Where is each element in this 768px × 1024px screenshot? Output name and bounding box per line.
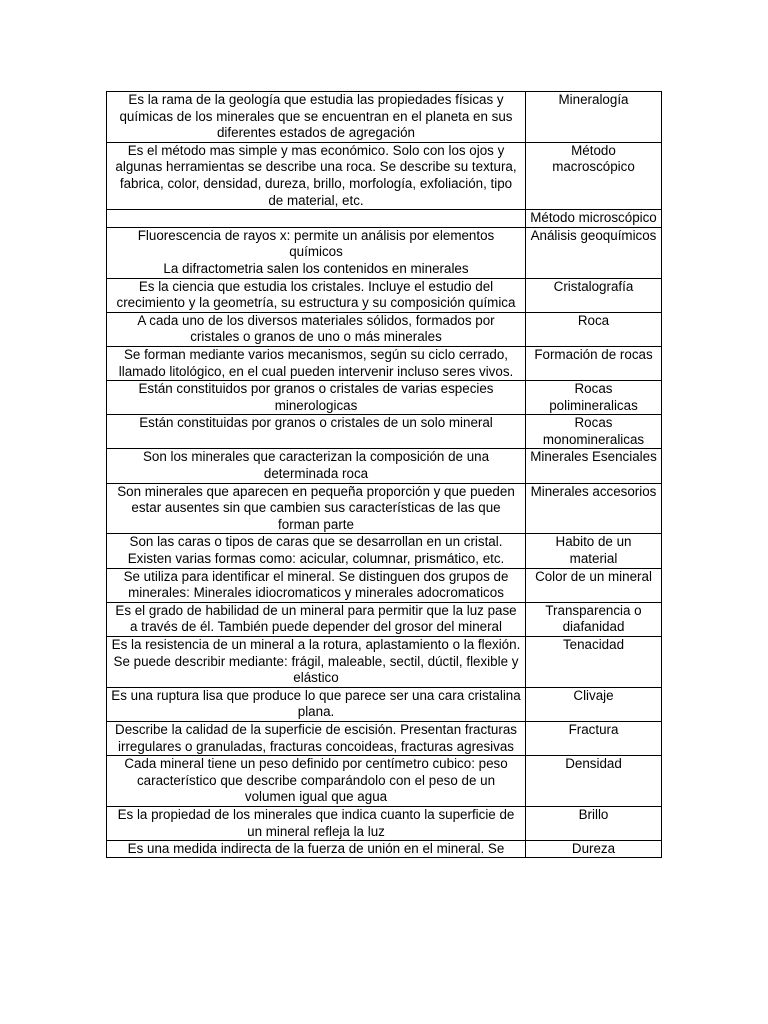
definition-text xyxy=(111,92,521,142)
term-label: Fractura xyxy=(568,721,619,737)
table-row xyxy=(107,687,662,721)
term-label: Clivaje xyxy=(573,687,614,703)
definition-cell xyxy=(107,806,526,840)
definition-line: Fluorescencia de rayos x: permite un análisis por elementos químicos xyxy=(137,227,495,260)
definition-line: Cada mineral tiene un peso definido por centímetro cubico: peso característico que describe comparándolo con el peso de un volumen igual que agua xyxy=(124,756,508,805)
definition-line: Es una medida indirecta de la fuerza de unión en el mineral. Se xyxy=(127,841,505,857)
term-label: Mineralogía xyxy=(558,92,629,107)
table-row xyxy=(107,534,662,568)
table-row xyxy=(107,142,662,209)
definition-line: Es la resistencia de un mineral a la rotura, aplastamiento o la flexión. Se puede describir mediante: frágil, maleable, sectil, dúctil, flexible y elástico xyxy=(111,637,521,686)
definition-text xyxy=(111,381,521,414)
definition-line: Son los minerales que caracterizan la composición de una determinada roca xyxy=(142,449,490,482)
term-cell xyxy=(526,92,662,143)
term-cell xyxy=(526,806,662,840)
term-label: Minerales Esenciales xyxy=(530,449,657,465)
table-row xyxy=(107,381,662,415)
definition-line: Es una ruptura lisa que produce lo que parece ser una cara cristalina plana. xyxy=(111,687,521,720)
table-row xyxy=(107,210,662,228)
term-label: Análisis geoquímicos xyxy=(530,227,657,243)
term-cell xyxy=(526,568,662,602)
definition-cell xyxy=(107,92,526,143)
table-row xyxy=(107,602,662,636)
definition-line: Están constituidos por granos o cristales de varias especies minerologicas xyxy=(138,381,494,413)
term-label: Rocas polimineralicas xyxy=(549,381,638,413)
term-cell xyxy=(526,449,662,483)
term-label: Minerales accesorios xyxy=(530,483,657,499)
definition-line: Es la propiedad de los minerales que indica cuanto la superficie de un mineral refleja la luz xyxy=(117,806,515,839)
term-label: Método macroscópico xyxy=(552,142,635,175)
term-label: Dureza xyxy=(571,841,616,857)
table-row xyxy=(107,806,662,840)
definition-cell xyxy=(107,278,526,312)
definition-text xyxy=(111,210,521,227)
definition-text xyxy=(111,688,521,721)
table-row xyxy=(107,312,662,346)
definition-cell xyxy=(107,381,526,415)
definition-line: Describe la calidad de la superficie de escisión. Presentan fracturas irregulares o granuladas, fracturas concoideas, fracturas agresivas xyxy=(115,721,517,754)
definition-text xyxy=(111,279,521,312)
definition-text xyxy=(111,313,521,346)
table-row xyxy=(107,227,662,278)
term-label: Tenacidad xyxy=(562,637,625,652)
table-row xyxy=(107,278,662,312)
term-label: Formación de rocas xyxy=(534,346,653,362)
definition-cell xyxy=(107,346,526,380)
term-cell xyxy=(526,483,662,534)
term-cell xyxy=(526,756,662,807)
definition-cell xyxy=(107,687,526,721)
definition-cell xyxy=(107,568,526,602)
glossary-table xyxy=(106,91,662,858)
definition-cell xyxy=(107,449,526,483)
table-row xyxy=(107,568,662,602)
definition-cell xyxy=(107,841,526,858)
definition-line: Están constituidas por granos o cristales de un solo mineral xyxy=(139,415,493,431)
definition-cell xyxy=(107,721,526,755)
definition-line: Se forman mediante varios mecanismos, según su ciclo cerrado, llamado litológico, en el cual pueden intervenir incluso seres vivos. xyxy=(118,346,514,379)
definition-cell xyxy=(107,602,526,636)
definition-text xyxy=(111,841,521,857)
definition-line: Es la ciencia que estudia los cristales. Incluye el estudio del crecimiento y la geometría, su estructura y su composición química xyxy=(116,278,516,311)
definition-cell xyxy=(107,312,526,346)
definition-cell xyxy=(107,227,526,278)
definition-cell xyxy=(107,415,526,449)
term-cell xyxy=(526,381,662,415)
term-cell xyxy=(526,841,662,858)
term-label: Densidad xyxy=(565,756,622,772)
definition-text xyxy=(111,415,521,432)
term-cell xyxy=(526,534,662,568)
definition-line: A cada uno de los diversos materiales sólidos, formados por cristales o granos de uno o más minerales xyxy=(137,312,495,345)
term-cell xyxy=(526,721,662,755)
term-label: Rocas monomineralicas xyxy=(542,415,645,447)
term-label: Cristalografía xyxy=(553,278,634,294)
definition-cell xyxy=(107,142,526,209)
term-cell xyxy=(526,415,662,449)
table-row xyxy=(107,721,662,755)
definition-text xyxy=(111,143,521,209)
definition-text xyxy=(111,534,521,567)
term-cell xyxy=(526,210,662,228)
table-row xyxy=(107,841,662,858)
definition-text xyxy=(111,484,521,534)
definition-cell xyxy=(107,637,526,688)
term-label: Brillo xyxy=(578,806,609,822)
definition-text xyxy=(111,722,521,755)
definition-line: Se utiliza para identificar el mineral. Se distinguen dos grupos de minerales: Minerales idiocromaticos y minerales adocromaticos xyxy=(123,568,509,601)
term-cell xyxy=(526,602,662,636)
definition-text xyxy=(111,603,521,636)
glossary-table-body xyxy=(107,92,662,858)
term-cell xyxy=(526,278,662,312)
definition-line: Es el grado de habilidad de un mineral para permitir que la luz pase a través de él. También puede depender del grosor del mineral xyxy=(115,602,517,635)
definition-line: Son las caras o tipos de caras que se desarrollan en un cristal. Existen varias formas como: acicular, columnar, prismático, etc. xyxy=(127,534,505,567)
table-row xyxy=(107,637,662,688)
term-cell xyxy=(526,142,662,209)
definition-text xyxy=(111,449,521,482)
term-label: Habito de un material xyxy=(555,534,632,567)
term-label: Transparencia o diafanidad xyxy=(545,602,642,635)
definition-text xyxy=(111,569,521,602)
term-cell xyxy=(526,312,662,346)
definition-text xyxy=(111,637,521,687)
definition-cell xyxy=(107,210,526,228)
term-cell xyxy=(526,637,662,688)
table-row xyxy=(107,346,662,380)
definition-text xyxy=(111,756,521,806)
term-label: Color de un mineral xyxy=(535,568,652,584)
term-cell xyxy=(526,227,662,278)
table-row xyxy=(107,756,662,807)
definition-cell xyxy=(107,534,526,568)
table-row xyxy=(107,449,662,483)
definition-line xyxy=(111,210,521,227)
definition-text xyxy=(111,807,521,840)
definition-cell xyxy=(107,483,526,534)
definition-line: Es la rama de la geología que estudia las propiedades físicas y químicas de los minerales que se encuentran en el planeta en sus diferentes estados de agregación xyxy=(119,92,513,141)
term-cell xyxy=(526,687,662,721)
term-cell xyxy=(526,346,662,380)
term-label: Roca xyxy=(577,312,610,328)
table-row xyxy=(107,415,662,449)
table-row xyxy=(107,483,662,534)
definition-line: Es el método mas simple y mas económico. Solo con los ojos y algunas herramientas se describe una roca. Se describe su textura, fabrica, color, densidad, dureza, brillo, morfología, exfoliación, tipo de material, etc. xyxy=(115,142,517,208)
definition-cell xyxy=(107,756,526,807)
definition-text xyxy=(111,228,521,278)
table-row xyxy=(107,92,662,143)
term-label: Método microscópico xyxy=(530,210,657,226)
definition-line: Son minerales que aparecen en pequeña proporción y que pueden estar ausentes sin que cambien sus características de las que forman parte xyxy=(117,483,515,532)
definition-text xyxy=(111,347,521,380)
definition-line: La difractometria salen los contenidos en minerales xyxy=(163,260,469,276)
